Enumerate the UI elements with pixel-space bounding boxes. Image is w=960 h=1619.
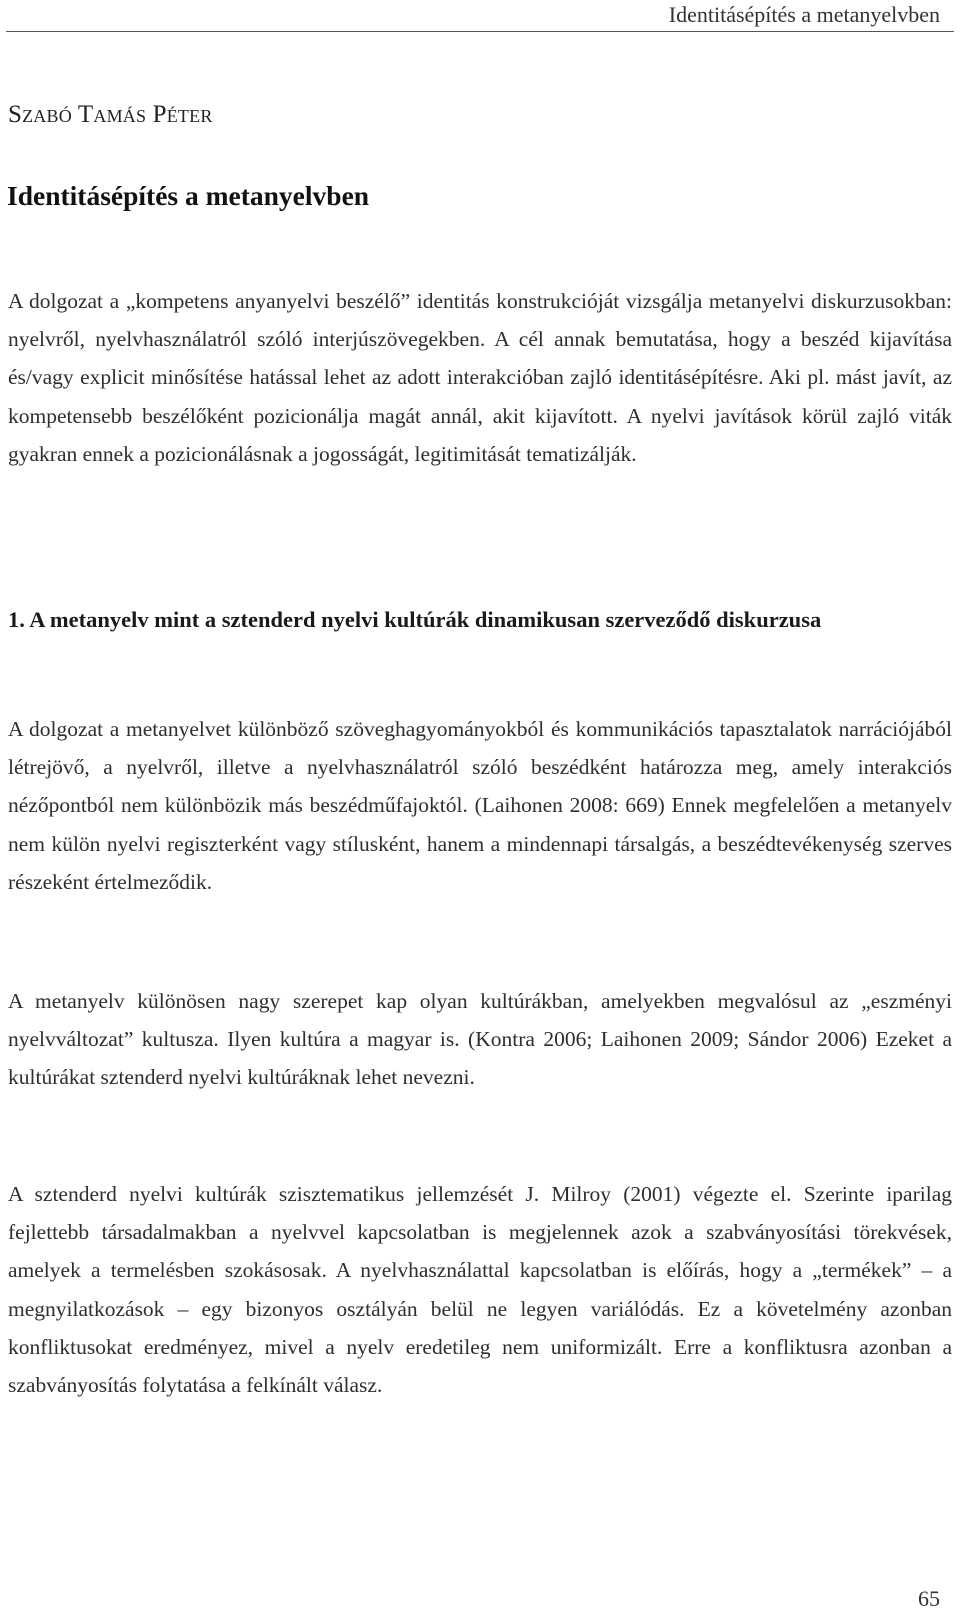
header-rule <box>6 31 954 32</box>
running-head: Identitásépítés a metanyelvben <box>668 2 940 27</box>
page-number: 65 <box>918 1586 940 1611</box>
abstract-paragraph: A dolgozat a „kompetens anyanyelvi beszélő” identitás konstrukcióját vizsgálja metanyelvi diskurzusokban: nyelvről, nyelvhasználatról szóló interjúszövegekben. A cél annak bemutatása, hogy a beszéd kijavítása és/vagy explicit minősítése hatással lehet az adott interakcióban zajló identitásépítésre. Aki pl. mást javít, az kompetensebb beszélőként pozicionálja magát annál, akit kijavított. A nyelvi javítások körül zajló viták gyakran ennek a pozicionálásnak a jogosságát, legitimitását tematizálják. <box>8 289 952 466</box>
body-paragraph-2: A metanyelv különösen nagy szerepet kap olyan kultúrákban, amelyekben megvalósul az „eszményi nyelvváltozat” kultusza. Ilyen kultúra a magyar is. (Kontra 2006; Laihonen 2009; Sándor 2006) Ezeket a kultúrákat sztenderd nyelvi kultúráknak lehet nevezni. <box>8 989 952 1090</box>
author-name: Szabó Tamás Péter <box>8 101 213 128</box>
article-title: Identitásépítés a metanyelvben <box>7 180 370 211</box>
body-paragraph-1: A dolgozat a metanyelvet különböző szöveghagyományokból és kommunikációs tapasztalatok narrációjából létrejövő, a nyelvről, illetve a nyelvhasználatról szóló beszédként határozza meg, amely interakciós nézőpontból nem különbözik más beszédműfajoktól. (Laihonen 2008: 669) Ennek megfelelően a metanyelv nem külön nyelvi regiszterként vagy stílusként, hanem a mindennapi társalgás, a beszédtevékenység szerves részeként értelmeződik. <box>8 717 952 894</box>
section-heading: 1. A metanyelv mint a sztenderd nyelvi kultúrák dinamikusan szerveződő diskurzusa <box>8 607 822 632</box>
body-paragraph-3: A sztenderd nyelvi kultúrák szisztematikus jellemzését J. Milroy (2001) végezte el. Szerinte iparilag fejlettebb társadalmakban a nyelvvel kapcsolatban is megjelennek azok a szabványosítási törekvések, amelyek a termelésben szokásosak. A nyelvhasználattal kapcsolatban is előírás, hogy a „termékek” – a megnyilatkozások – egy bizonyos osztályán belül ne legyen variálódás. Ez a követelmény azonban konfliktusokat eredményez, mivel a nyelv eredetileg nem uniformizált. Erre a konfliktusra azonban a szabványosítás folytatása a felkínált válasz. <box>8 1182 952 1398</box>
